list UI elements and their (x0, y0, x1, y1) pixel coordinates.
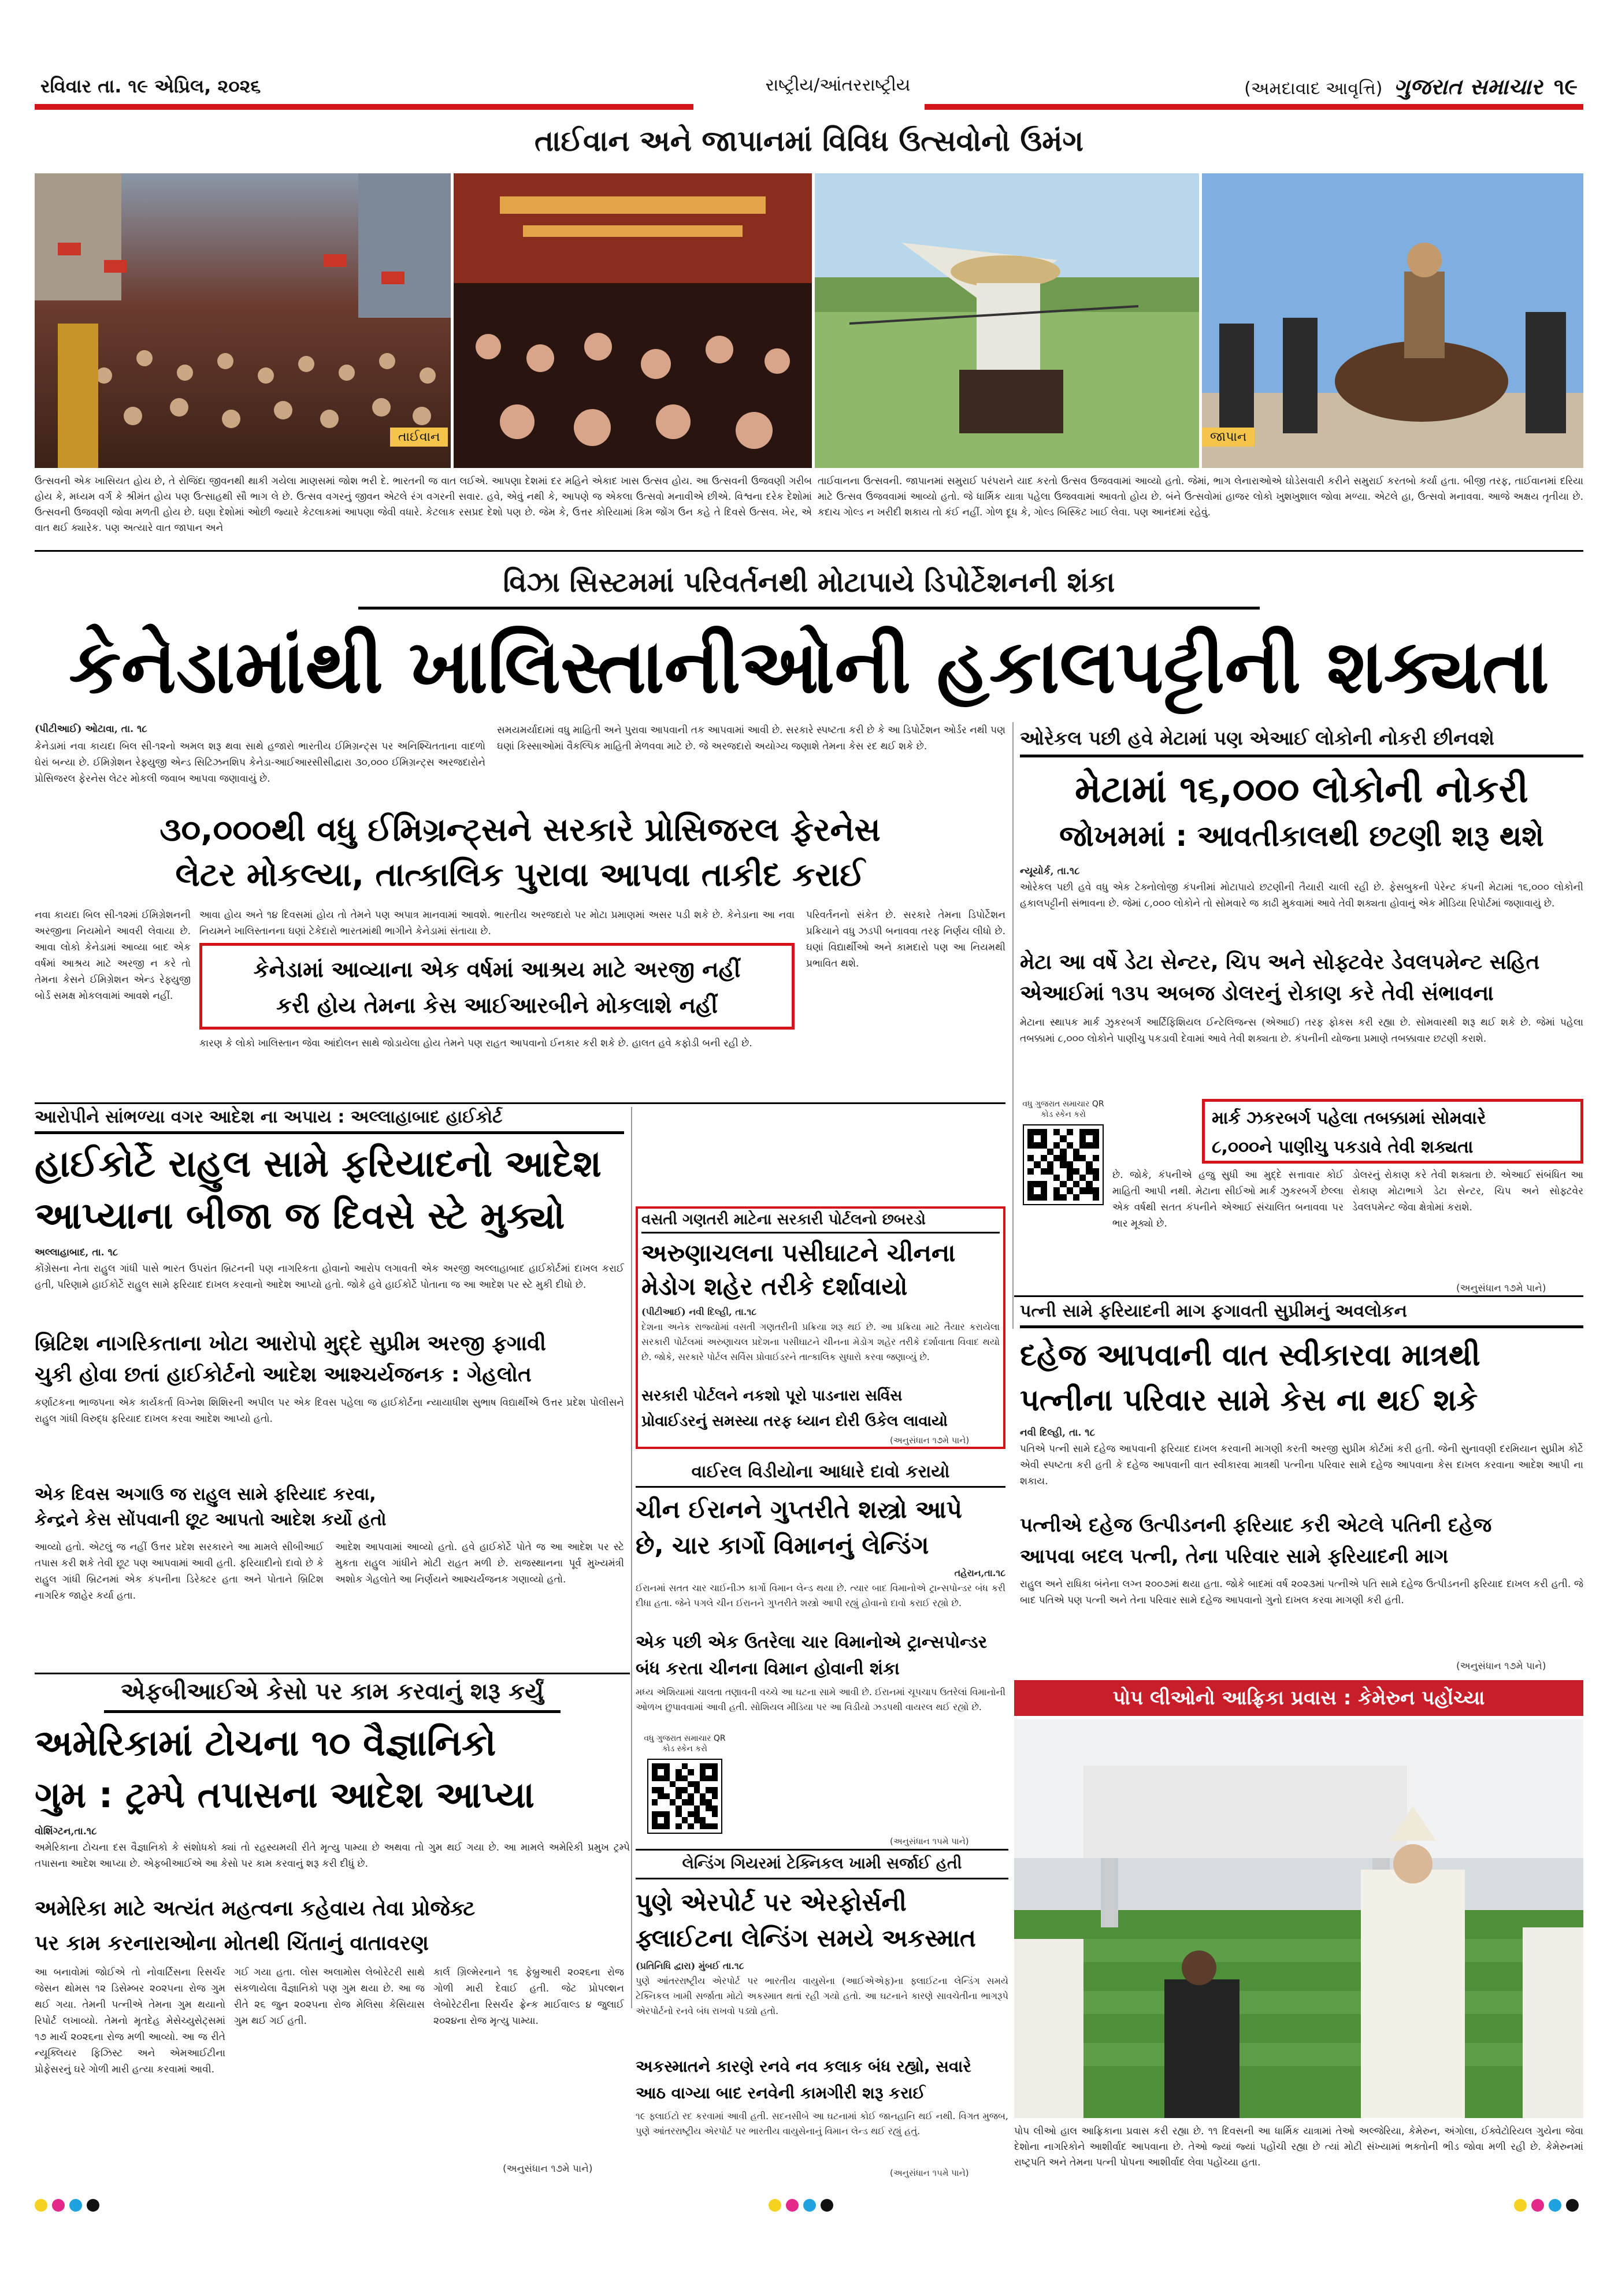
arunachal-quote-line-2: પ્રોવાઈડરનું સમસ્યા તરફ ધ્યાન દોરી ઉકેલ લાવાયો (641, 1413, 948, 1430)
fbi-headline-1: અમેરિકામાં ટોચના ૧૦ વૈજ્ઞાનિકો (35, 1722, 496, 1764)
dowry-kicker-underline (1020, 1325, 1583, 1328)
arunachal-headline-2: મેડોગ શહેર તરીકે દર્શાવાયો (641, 1272, 908, 1301)
meta-subhead-1: મેટા આ વર્ષે ડેટા સેન્ટર, ચિપ અને સોફ્ટવેર ડેવલપમેન્ટ સહિત (1020, 950, 1540, 974)
meta-headline-2: જોખમમાં : આવતીકાલથી છટણી શરૂ થશે (1059, 819, 1544, 853)
arunachal-kicker-underline (641, 1232, 1000, 1234)
masthead-red-rule-right (925, 104, 1583, 110)
china-headline-2: છે, ચાર કાર્ગો વિમાનનું લેન્ડિંગ (636, 1531, 929, 1559)
column-divider (1012, 722, 1014, 1329)
pune-continued: (અનુસંધાન ૧૫મે પાને) (890, 2168, 969, 2178)
fbi-body-b: આ બનાવોમાં જોઈએ તો નોવાર્ટિસના રિસર્ચર જેસન થોમસ ૧૨ ડિસેમ્બર ૨૦૨૫ના રોજ ગુમ થઈ ગયા. તેમની પત્નીએ તેમના ગુમ થયાનો રિપોર્ટ લખાવ્યો. તેમનો મૃતદેહ મેસેચ્યુસેટ્સમાં ૧૭ માર્ચ ૨૦૨૬ના રોજ મળી આવ્યો. આ જ રીતે ન્યૂક્લિયર ફિઝિસ્ટ અને એમઆઈટીના પ્રોફેસરનું ઘરે ગોળી મારી હત્યા કરવામાં આવી. (35, 1967, 225, 2075)
china-qr-label: વધુ ગુજરાત સમાચાર QR કોડ સ્કેન કરો (644, 1734, 726, 1753)
photo-japan-horseback (1202, 173, 1583, 468)
registration-dot-icon (1531, 2199, 1544, 2212)
meta-qr-label: વધુ ગુજરાત સમાચાર QR કોડ સ્કેન કરો (1022, 1099, 1104, 1119)
rahul-headline-2: આપ્યાના બીજા જ દિવસે સ્ટે મુક્યો (35, 1195, 565, 1238)
rahul-kicker-underline (35, 1131, 624, 1134)
masthead-date: રવિવાર તા. ૧૯ એપ્રિલ, ૨૦૨૬ (40, 75, 261, 97)
arunachal-dateline: (પીટીઆઈ) નવી દિલ્હી, તા.૧૮ (641, 1306, 757, 1317)
rahul-kicker-3: કેન્દ્રને કેસ સોંપવાની છૂટ આપતો આદેશ કર્યો હતો (35, 1510, 387, 1530)
canada-quote-box (199, 943, 795, 1030)
fbi-subhead-1: અમેરિકા માટે અત્યંત મહત્વના કહેવાય તેવા પ્રોજેક્ટ (35, 1897, 476, 1920)
canada-body-a: કેનેડામાં નવા કાયદા બિલ સી-૧૨નો અમલ શરૂ થવા સાથે હજારો ભારતીય ઈમિગ્રન્ટ્સ પર અનિશ્ચિતતાના વાદળો ઘેરાં બન્યા છે. ઈમિગ્રેશન રેફ્યુજી એન્ડ સિટિઝનશિપ કેનેડા-આઈઆરસીસીદ્વારા ૩૦,૦૦૦ ઈમિગ્રન્ટ્સ અરજદારોને પ્રોસિજરલ ફેરનેસ લેટર મોકલી જવાબ આપવા જણાવાયું છે. (35, 741, 485, 785)
meta-quote-box (1202, 1099, 1583, 1164)
canada-quote-line-2: કરી હોય તેમના કેસ આઈઆરબીને મોકલાશે નહીં (276, 993, 718, 1018)
pune-dateline: (પ્રતિનિધિ દ્વારા) મુંબઈ તા.૧૮ (636, 1960, 744, 1971)
meta-headline-1: મેટામાં ૧૬,૦૦૦ લોકોની નોકરી (1075, 768, 1528, 811)
fbi-kicker-underline (104, 1710, 561, 1713)
masthead-red-rule-left (35, 104, 693, 110)
meta-kicker-underline (1020, 755, 1583, 757)
registration-marks-left (35, 2199, 104, 2214)
divider (35, 1673, 630, 1674)
fbi-body-a: અમેરિકાના ટોચના દસ વૈજ્ઞાનિકો કે સંશોધકો ક્યાં તો રહસ્યમયી રીતે મૃત્યુ પામ્યા છે અથવા તો ગુમ થઈ ગયા છે. આ મામલે અમેરિકી પ્રમુખ ટ્રમ્પે તપાસના આદેશ આપ્યા છે. એફબીઆઈએ આ કેસો પર કામ કરવાનું શરૂ કરી દીધું છે. (35, 1842, 630, 1870)
pune-headline-2: ફ્લાઈટના લેન્ડિંગ સમયે અકસ્માત (636, 1924, 976, 1952)
meta-body-a: ઓરેકલ પછી હવે વધુ એક ટેક્નોલોજી કંપનીમાં મોટાપાયે છટણીની તૈયારી ચાલી રહી છે. ફેસબુકની પેરેન્ટ કંપની મેટામાં ૧૬,૦૦૦ લોકોની હકાલપટ્ટીની સંભાવના છે. જેમાં ૮,૦૦૦ લોકોને તો સોમવારે જ કાઢી મુકવામાં આવે તેવી શક્યતા હોવાનું એક મીડિયા રિપોર્ટમાં જણાવાયું છે. (1020, 882, 1583, 909)
masthead-paper-logo: ગુજરાત સમાચાર (1393, 74, 1543, 99)
canada-kicker-underline (358, 607, 1260, 610)
qr-code-icon (1023, 1124, 1104, 1205)
rahul-kicker: આરોપીને સાંભળ્યા વગર આદેશ ના અપાય : અલ્લાહાબાદ હાઈકોર્ટ (35, 1107, 503, 1127)
canada-dateline: (પીટીઆઈ) ઓટાવા, તા. ૧૮ (35, 723, 147, 735)
arunachal-body: દેશના અનેક રાજ્યોમાં વસતી ગણતરીની પ્રક્રિયા શરૂ થઈ છે. આ પ્રક્રિયા માટે તૈયાર કરાયેલા સરકારી પોર્ટલમાં અરુણાચલ પ્રદેશના પસીઘાટને ચીનના મેડોગ શહેર તરીકે દર્શાવાતા વિવાદ થયો છે. જોકે, સરકારે પોર્ટલ સર્વિસ પ્રોવાઈડરને તાત્કાલિક સુધારો કરવા જણાવ્યું છે. (641, 1321, 1000, 1362)
rahul-subhead-1: બ્રિટિશ નાગરિકતાના ખોટા આરોપો મુદ્દે સુપ્રીમ અરજી ફગાવી (35, 1332, 546, 1355)
qr-code-icon (647, 1759, 722, 1834)
canada-kicker: વિઝા સિસ્ટમમાં પરિવર્તનથી મોટાપાયે ડિપોર્ટેશનની શંકા (503, 566, 1115, 599)
china-continued: (અનુસંધાન ૧૫મે પાને) (890, 1836, 969, 1847)
masthead (35, 69, 1583, 104)
registration-dot-icon (35, 2199, 47, 2212)
masthead-edition: (અમદાવાદ આવૃત્તિ) (1244, 79, 1383, 99)
fbi-body-c: ગઈ ગયા હતા. લોસ અલામોસ લેબોરેટરી સાથે સંકળાયેલા વૈજ્ઞાનિકો પણ ગુમ થયા છે. આ જ રીતે ૨૬ જુન ૨૦૨૫ના રોજ મેલિસા કેસિયાસ ગુમ થઈ ગઈ હતી. (234, 1967, 425, 2027)
canada-quote-line-1: કેનેડામાં આવ્યાના એક વર્ષમાં આશ્રય માટે અરજી નહીં (253, 957, 741, 982)
rahul-body-c: આવ્યો હતો. એટલું જ નહીં ઉત્તર પ્રદેશ સરકારને આ મામલે સીબીઆઈ તપાસ કરી શકે તેવી છૂટ પણ આપવામાં આવી હતી. ફરિયાદીનો દાવો છે કે રાહુલ ગાંધી બ્રિટનમાં એક કંપનીના ડિરેક્ટર હતા અને પોતાને બ્રિટિશ નાગરિક જાહેર કર્યા હતા. (35, 1541, 324, 1602)
festival-caption-right: તાઈવાનના ઉત્સવની. જાપાનમાં સમુરાઈ પરંપરાને યાદ કરતો ઉત્સવ ઉજવવામાં આવ્યો હતો. જેમાં, ભાગ લેનારાઓએ ઘોડેસવારી કરીને સમુરાઈ કરતબો કર્યા હતા. બીજી તરફ, તાઈવાનમાં દરિયા માટે ઉત્સવ ઉજવવામાં આવ્યો હતો. જે ધાર્મિક યાત્રા પહેલા ઉજવવામાં આવતો હોય છે. બંને ઉત્સવોમાં હાજર લોકો ખુશખુશાલ જોવા મળ્યા. એટલે હા, ઉત્સવો મનાવવા. આજે અક્ષય તૃતીયા છે. કદાચ ગોલ્ડ ન ખરીદી શકાય તો કંઈ નહીં. ગોળ દૂધ કે, ગોલ્ડ બિસ્કિટ ખાઈ લેવા. પણ આનંદમાં રહેવું. (818, 475, 1583, 518)
dowry-kicker: પત્ની સામે ફરિયાદની માગ ફગાવતી સુપ્રીમનું અવલોકન (1020, 1301, 1407, 1321)
meta-qr-block (1020, 1099, 1107, 1232)
festival-caption-left: ઉત્સવની એક ખાસિયત હોય છે, તે રોજિંદા જીવનથી થાકી ગયેલા માણસમાં જોશ ભરી દે. ભારતની જ વાત લઈએ. આપણા દેશમાં દર મહિને એકાદ ખાસ ઉત્સવ હોય. આ ઉત્સવની ઉજવણી ગરીબ હોય કે, મધ્યમ વર્ગ કે શ્રીમંત હોય પણ ઉત્સાહથી સૌ ભાગ લે છે. ઉત્સવ વગરનું જીવન એટલે રંગ વગરની સવાર. હવે, એવું નથી કે, આપણે જ એકલા ઉત્સવો મનાવીએ છીએ. વિશ્વના દરેક દેશોમાં ઉત્સવની ઉજવણી જોવા મળતી હોય છે. ઘણા દેશોમાં ઓછી જ્યારે કેટલાકમાં આપણા જેવી વધારે. કેટલાક રસપ્રદ દેશો પણ છે. જેમ કે, ઉત્તર કોરિયામાં કિમ જોંગ ઉન કહે તે દિવસે ઉત્સવ. ખેર, એ વાત થઈ ક્યારેક. પણ અત્યારે વાત જાપાન અને (35, 475, 812, 534)
china-body-a: ઈરાનમાં સતત ચાર ચાઈનીઝ કાર્ગો વિમાન લેન્ડ થયા છે. ત્યાર બાદ વિમાનોએ ટ્રાન્સપોન્ડર બંધ કરી દીધા હતા. જેને પગલે ચીન ઈરાનને ગુપ્તરીતે શસ્ત્રો આપી રહ્યું હોવાનો દાવો કરાઈ રહ્યો છે. (636, 1582, 1005, 1608)
china-qr-block (641, 1733, 728, 1849)
registration-dot-icon (1549, 2199, 1561, 2212)
registration-dot-icon (803, 2199, 816, 2212)
registration-dot-icon (52, 2199, 65, 2212)
masthead-section: રાષ્ટ્રીય/આંતરરાષ્ટ્રીય (765, 75, 911, 95)
divider (35, 1102, 1005, 1104)
meta-kicker: ઓરેકલ પછી હવે મેટામાં પણ એઆઈ લોકોની નોકરી છીનવશે (1020, 727, 1494, 749)
registration-dot-icon (769, 2199, 781, 2212)
canada-body-e: કારણ કે લોકો ખાલિસ્તાન જેવા આંદોલન સાથે જોડાયેલા હોય તેમને પણ રાહત આપવાનો ઈનકાર કરી શકે છે. હાલત હવે કફોડી બની રહી છે. (199, 1038, 752, 1049)
pope-caption: પોપ લીઓ હાલ આફ્રિકાના પ્રવાસ કરી રહ્યા છે. ૧૧ દિવસની આ ધાર્મિક યાત્રામાં તેઓ અલ્જેરિયા, કેમેરુન, અંગોલા, ઈક્વેટોરિયલ ગુયેના જેવા દેશોના નાગરિકોને આશીર્વાદ આપવાના છે. તેઓ જ્યાં જ્યાં પહોંચી રહ્યા છે ત્યાં મોટી સંખ્યામાં ભક્તોની ભીડ જોવા મળી રહી છે. કેમેરુનમાં રાષ્ટ્રપતિ અને તેમના પત્ની પોપના આશીર્વાદ લેવા પહોંચ્યા હતા. (1014, 2126, 1583, 2168)
pune-body-a: પુણે આંતરરાષ્ટ્રીય એરપોર્ટ પર ભારતીય વાયુસેના (આઈએએફ)ના ફ્લાઈટના લેન્ડિંગ સમયે ટેક્નિકલ ખામી સર્જાતા મોટો અકસ્માત થતાં રહી ગયો હતો. આ ઘટનાને કારણે સાવચેતીના ભાગરૂપે એરપોર્ટનો રનવે બંધ રાખવો પડ્યો હતો. (636, 1975, 1008, 2016)
rahul-subhead-2: ચુકી હોવા છતાં હાઈકોર્ટનો આદેશ આશ્ચર્યજનક : ગેહલોત (35, 1363, 532, 1387)
photo-japan-archer (815, 173, 1199, 468)
registration-dot-icon (69, 2199, 82, 2212)
photo-taiwan-crowd (35, 173, 451, 468)
canada-headline: કેનેડામાંથી ખાલિસ્તાનીઓની હકાલપટ્ટીની શક્યતા (69, 624, 1549, 710)
meta-quote-line-2: ૮,૦૦૦ને પાણીચુ પકડાવે તેવી શક્યતા (1212, 1137, 1474, 1157)
pune-body-b: ૧૯ ફ્લાઈટો રદ કરવામાં આવી હતી. સદનસીબે આ ઘટનામાં કોઈ જાનહાનિ થઈ નથી. વિગત મુજબ, પુણે આંતરરાષ્ટ્રીય એરપોર્ટ પર ભારતીય વાયુસેનાનું વિમાન લેન્ડ થઈ રહ્યું હતું. (636, 2111, 1008, 2137)
rahul-body-a: કોંગ્રેસના નેતા રાહુલ ગાંધી પાસે ભારત ઉપરાંત બ્રિટનની પણ નાગરિકતા હોવાનો આરોપ લગાવતી એક અરજી અલ્લાહાબાદ હાઈકોર્ટમાં દાખલ કરાઈ હતી, પરિણામે હાઈકોર્ટે રાહુલ સામે ફરિયાદ દાખલ કરવાનો આદેશ આપ્યો હતો. જોકે હવે હાઈકોર્ટે પોતાના જ આ આદેશ પર સ્ટે મુકી દીધો છે. (35, 1263, 624, 1291)
registration-dot-icon (1514, 2199, 1527, 2212)
china-kicker-underline (636, 1486, 1005, 1488)
dowry-dateline: નવી દિલ્હી, તા. ૧૮ (1020, 1427, 1095, 1439)
pune-headline-1: પુણે એરપોર્ટ પર એરફોર્સની (636, 1888, 907, 1916)
label-japan: જાપાન (1202, 428, 1255, 447)
rahul-kicker-2: એક દિવસ અગાઉ જ રાહુલ સામે ફરિયાદ કરવા, (35, 1484, 376, 1504)
column-divider (631, 1107, 632, 2008)
dowry-continued: (અનુસંધાન ૧૭મે પાને) (1456, 1660, 1546, 1672)
arunachal-continued: (અનુસંધાન ૧૭મે પાને) (890, 1435, 970, 1446)
china-kicker: વાઈરલ વિડીયોના આધારે દાવો કરાયો (691, 1462, 950, 1482)
dowry-body-a: પતિએ પત્ની સામે દહેજ આપવાની ફરિયાદ દાખલ કરવાની માગણી કરતી અરજી સુપ્રીમ કોર્ટમાં કરી હતી. જેની સુનાવણી દરમિયાન સુપ્રીમ કોર્ટે એવી સ્પષ્ટતા કરી હતી કે દહેજ આપવાની વાત સ્વીકારવા માત્રથી પત્નીના પરિવાર સામે દહેજ આપવાના કેસ દાખલ કરવાના આદેશ આપી ના શકાય. (1020, 1443, 1583, 1487)
festival-headline: તાઈવાન અને જાપાનમાં વિવિધ ઉત્સવોનો ઉમંગ (534, 124, 1084, 158)
divider (35, 550, 1583, 552)
photo-taiwan-temple (398, 173, 812, 468)
china-subhead-2: બંધ કરતા ચીનના વિમાન હોવાની શંકા (636, 1659, 900, 1679)
rahul-headline-1: હાઈકોર્ટે રાહુલ સામે ફરિયાદનો આદેશ (35, 1143, 602, 1186)
meta-body-c: છે. જોકે, કંપનીએ હજુ સુધી આ મુદ્દે સત્તાવાર કોઈ માહિતી આપી નથી. મેટાના સીઈઓ માર્ક ઝુકરબર્ગે છેલ્લા એક વર્ષથી સતત કંપનીને એઆઈ સંચાલિત બનાવવા પર ભાર મૂક્યો છે. (1112, 1169, 1344, 1229)
china-dateline: તહેરાન,તા.૧૮ (954, 1567, 1005, 1578)
pope-band (1014, 1680, 1583, 1716)
registration-dot-icon (786, 2199, 799, 2212)
china-subhead-1: એક પછી એક ઉતરેલા ચાર વિમાનોએ ટ્રાન્સપોન્ડર (636, 1632, 988, 1652)
divider (1014, 1295, 1583, 1297)
meta-quote-line-1: માર્ક ઝકરબર્ગ પહેલા તબક્કામાં સોમવારે (1212, 1108, 1486, 1128)
rahul-body-b: કર્ણાટકના ભાજપના એક કાર્યકર્તા વિગ્નેશ શિશિરની અપીલ પર એક દિવસ પહેલા જ હાઈકોર્ટના ન્યાયાધીશ સુભાષ વિદ્યાર્થીએ ઉત્તર પ્રદેશ પોલીસને રાહુલ ગાંધી વિરુદ્ધ ફરિયાદ દાખલ કરવા આદેશ આપ્યો હતો. (35, 1397, 624, 1425)
pune-subhead-1: અકસ્માતને કારણે રનવે નવ કલાક બંધ રહ્યો, સવારે (636, 2057, 971, 2076)
dowry-subhead-2: આપવા બદલ પત્ની, તેના પરિવાર સામે ફરિયાદની માગ (1020, 1545, 1449, 1568)
label-taiwan: તાઈવાન (390, 428, 448, 447)
canada-body-d: આવા હોય અને ૧૪ દિવસમાં હોય તો તેમને પણ અપાત્ર માનવામાં આવશે. ભારતીય અરજદારો પર મોટા પ્રમાણમાં અસર પડી શકે છે. કેનેડાના આ નવા નિયમને ખાલિસ્તાનના ઘણાં ટેકેદારો ભારતમાંથી ભાગીને કેનેડામાં સંતાયા છે. (199, 909, 795, 937)
registration-dot-icon (87, 2199, 99, 2212)
pune-subhead-2: આઠ વાગ્યા બાદ રનવેની કામગીરી શરૂ કરાઈ (636, 2083, 926, 2102)
fbi-headline-2: ગુમ : ટ્રમ્પે તપાસના આદેશ આપ્યા (35, 1774, 535, 1816)
fbi-dateline: વોશિંગ્ટન,તા.૧૮ (35, 1826, 97, 1837)
china-headline-1: ચીન ઈરાનને ગુપ્તરીતે શસ્ત્રો આપે (636, 1495, 962, 1524)
canada-body-f: પરિવર્તનનો સંકેત છે. સરકારે તેમના ડિપોર્ટેશન પ્રક્રિયાને વધુ ઝડપી બનાવવા તરફ નિર્ણય લીધો છે. ઘણાં વિદ્યાર્થીઓ અને કામદારો પણ આ નિયમથી પ્રભાવિત થશે. (806, 909, 1005, 969)
rahul-body-d: આદેશ આપવામાં આવ્યો હતો. હવે હાઈકોર્ટે પોતે જ આ આદેશ પર સ્ટે મુકતા રાહુલ ગાંધીને મોટી રાહત મળી છે. રાજસ્થાનના પૂર્વ મુખ્યમંત્રી અશોક ગેહલોતે આ નિર્ણયને આશ્ચર્યજનક ગણાવ્યો હતો. (335, 1541, 624, 1585)
meta-body-d: ડોલરનું રોકાણ કરે તેવી શક્યતા છે. એઆઈ સંબંધિત આ રોકાણ મોટાભાગે ડેટા સેન્ટર, ચિપ અને સોફ્ટવેર ડેવલપમેન્ટ જેવા ક્ષેત્રોમાં કરાશે. (1352, 1169, 1583, 1213)
masthead-page-number: ૧૯ (1553, 74, 1578, 99)
fbi-body-d: કાર્લ ગ્રિલ્મેરનાને ૧૬ ફેબ્રુઆરી ૨૦૨૬ના રોજ ગોળી મારી દેવાઈ હતી. જેટ પ્રોપલ્શન લેબોરેટરીના રિસર્ચર ફ્રેન્ક માઈવાલ્ડ ૪ જુલાઈ ૨૦૨૪ના રોજ મૃત્યુ પામ્યા. (433, 1967, 624, 2027)
arunachal-quote-line-1: સરકારી પોર્ટલને નકશો પૂરો પાડનારા સર્વિસ (641, 1387, 903, 1405)
canada-body-b: સમયમર્યાદામાં વધુ માહિતી અને પુરાવા આપવાની તક આપવામાં આવી છે. સરકારે સ્પષ્ટતા કરી છે કે આ ડિપોર્ટેશન ઓર્ડર નથી પણ ઘણાં કિસ્સાઓમાં વૈકલ્પિક માહિતી મેળવવા માટે છે. જે અરજદારો અયોગ્ય જણાશે તેમના કેસ રદ થઈ શકે છે. (497, 725, 1005, 752)
pune-kicker-underline (636, 1878, 1008, 1879)
registration-dot-icon (821, 2199, 833, 2212)
meta-subhead-2: એઆઈમાં ૧૩૫ અબજ ડોલરનું રોકાણ કરે તેવી સંભાવના (1020, 982, 1494, 1005)
canada-subhead-1: ૩૦,૦૦૦થી વધુ ઈમિગ્રન્ટ્સને સરકારે પ્રોસિજરલ ફેરનેસ (159, 811, 881, 849)
registration-marks-right (1514, 2199, 1583, 2214)
registration-dot-icon (1566, 2199, 1579, 2212)
divider (636, 1849, 1008, 1851)
dowry-subhead-1: પત્નીએ દહેજ ઉત્પીડનની ફરિયાદ કરી એટલે પતિની દહેજ (1020, 1514, 1492, 1537)
rahul-dateline: અલ્લાહાબાદ, તા. ૧૮ (35, 1247, 118, 1258)
arunachal-headline-1: અરુણાચલના પસીઘાટને ચીનના (641, 1239, 956, 1267)
meta-dateline: ન્યૂયોર્ક, તા.૧૮ (1020, 865, 1080, 877)
dowry-body-b: રાહુલ અને રાધિકા બંનેના લગ્ન ૨૦૦૭માં થયા હતા. જોકે બાદમાં વર્ષ ૨૦૨૩માં પત્નીએ પતિ સામે દહેજ ઉત્પીડનની ફરિયાદ દાખલ કરી હતી. જે બાદ પતિએ પણ પત્ની અને તેના પરિવાર સામે દહેજ આપવાનો ગુનો દાખલ કરવા માગણી કરી હતી. (1020, 1578, 1583, 1606)
fbi-continued: (અનુસંધાન ૧૭મે પાને) (503, 2163, 593, 2175)
pope-band-text: પોપ લીઓનો આફ્રિકા પ્રવાસ : કેમેરુન પહોંચ્યા (1112, 1686, 1485, 1710)
pune-kicker: લેન્ડિંગ ગિયરમાં ટેક્નિકલ ખામી સર્જાઈ હતી (682, 1855, 962, 1873)
canada-body-c: નવા કાયદા બિલ સી-૧૨માં ઈમિગ્રેશનની અરજીના નિયમોને આવરી લેવાયા છે. આવા લોકો કેનેડામાં આવ્યા બાદ એક વર્ષમાં આશ્રય માટે અરજી ન કરે તો તેમના કેસને ઈમિગ્રેશન એન્ડ રેફ્યુજી બોર્ડ સમક્ષ મોકલવામાં આવશે નહીં. (35, 909, 191, 1002)
photo-pope-cameroon (1014, 1719, 1583, 2118)
dowry-headline-2: પત્નીના પરિવાર સામે કેસ ના થઈ શકે (1020, 1383, 1478, 1418)
meta-body-b: મેટાના સ્થાપક માર્ક ઝુકરબર્ગ આર્ટિફિશિયલ ઈન્ટેલિજન્સ (એઆઈ) તરફ ફોકસ કરી રહ્યા છે. સોમવારથી શરૂ થઈ શકે છે. જેમાં પહેલા તબક્કામાં ૮,૦૦૦ લોકોને પાણીચુ પકડાવી દેવામાં આવે તેવી શક્યતા છે. કંપનીની યોજના પ્રમાણે તબક્કાવાર છટણી કરાશે. (1020, 1017, 1583, 1045)
fbi-subhead-2: પર કામ કરનારાઓના મોતથી ચિંતાનું વાતાવરણ (35, 1931, 429, 1955)
canada-subhead-2: લેટર મોકલ્યા, તાત્કાલિક પુરાવા આપવા તાકીદ કરાઈ (175, 856, 865, 894)
china-body-b: મધ્ય એશિયામાં ચાલતા તણાવની વચ્ચે આ ઘટના સામે આવી છે. ઈરાનમાં ચૂપચાપ ઉતરેલાં વિમાનોની ઓળખ છુપાવવામાં આવી હતી. સોશિયલ મીડિયા પર આ વિડીયો ઝડપથી વાયરલ થઈ રહ્યો છે. (636, 1686, 1005, 1712)
meta-continued: (અનુસંધાન ૧૭મે પાને) (1456, 1283, 1546, 1294)
arunachal-kicker: વસતી ગણતરી માટેના સરકારી પોર્ટલનો છબરડો (641, 1211, 926, 1228)
registration-marks-center (769, 2199, 838, 2214)
dowry-headline-1: દહેજ આપવાની વાત સ્વીકારવા માત્રથી (1020, 1338, 1480, 1373)
fbi-kicker: એફબીઆઈએ કેસો પર કામ કરવાનું શરૂ કર્યું (121, 1678, 544, 1705)
